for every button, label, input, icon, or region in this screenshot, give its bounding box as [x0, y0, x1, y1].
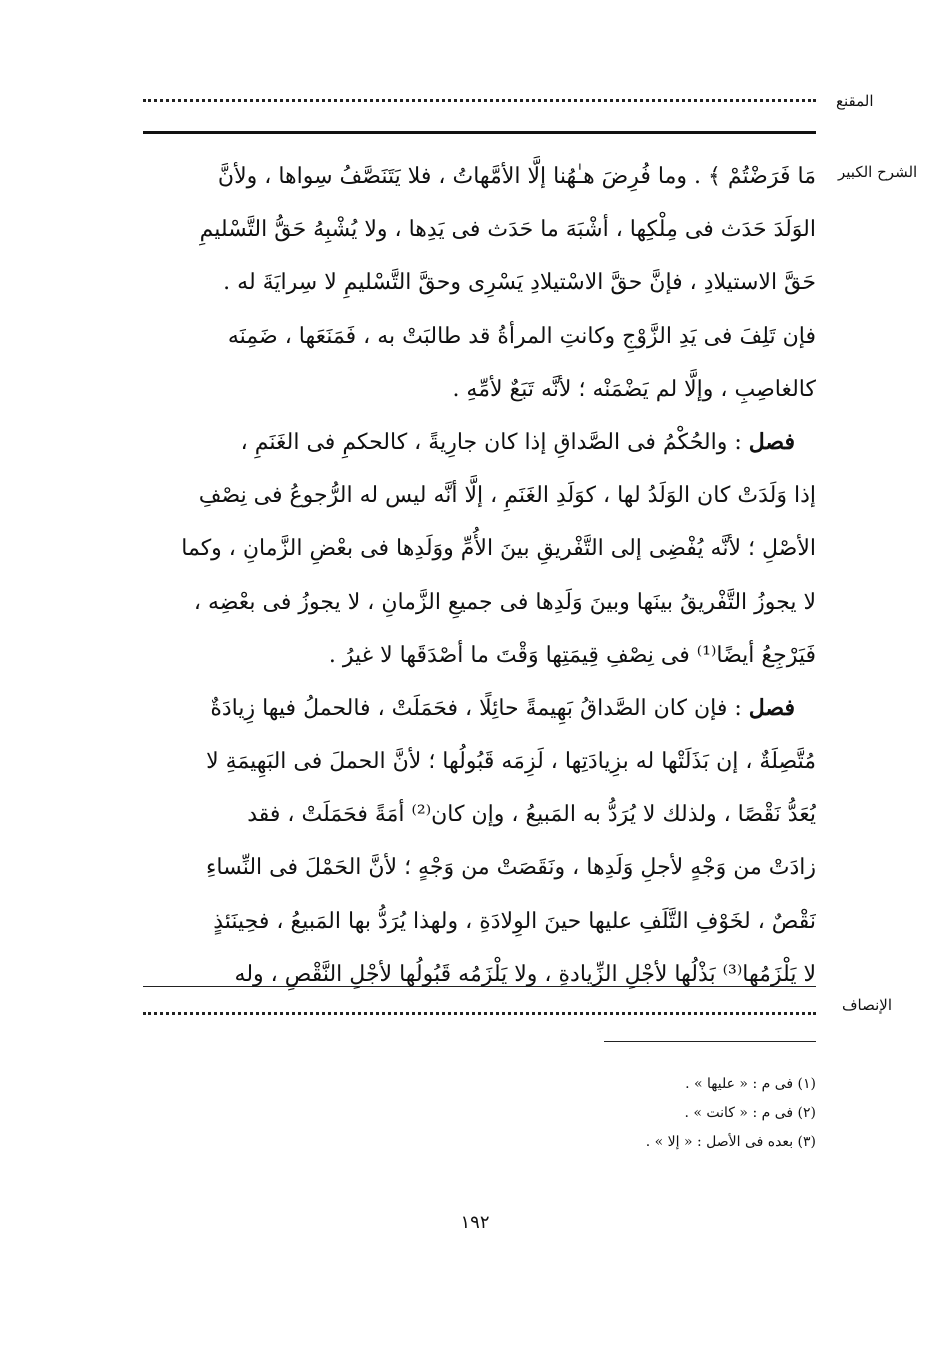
header-solid-rule: [143, 131, 816, 134]
text-line: يُعَدُّ نَقْصًا ، ولذلك لا يُرَدُّ به المَبيعُ ، وإن كان⁽²⁾ أمَةً فحَمَلَتْ ، فقد: [247, 802, 816, 828]
footnotes: [520, 1070, 816, 1157]
text-line-rest: : والحُكْمُ فى الصَّداقِ إذا كان جارِيةً ، كالحكمِ فى الغَنَمِ ،: [240, 429, 749, 455]
text-line: لا يجوزُ التَّفْريقُ بينَها وبينَ وَلَدِها فى جميعِ الزَّمانِ ، لا يجوزُ فى بعْضِه ،: [193, 589, 816, 615]
text-line: الوَلَدَ حَدَث فى مِلْكِها ، أشْبَهَ ما حَدَث فى يَدِها ، ولا يُشْبِهُ حَقُّ التَّسْليمِ: [199, 217, 816, 243]
commentary-margin-label: الشرح الكبير: [838, 163, 918, 181]
text-line: الأصْلِ ؛ لأنَّه يُفْضِى إلى التَّفْريقِ بينَ الأُمِّ ووَلَدِها فى بعْضِ الزَّمانِ ، وكما: [181, 536, 816, 562]
text-line: مُتَّصِلَةٌ ، إن بَذَلَتْها له بزِيادَتِها ، لَزِمَه قَبُولُها ؛ لأنَّ الحملَ فى البَهِيمَةِ لا: [206, 749, 816, 775]
text-line: لا يَلْزَمُها⁽³⁾ بَذْلُها لأجْلِ الزِّيادةِ ، ولا يَلْزَمُه قَبُولُها لأجْلِ النَّقْصِ ، وله: [234, 961, 816, 987]
header-dotted-rule: [143, 99, 816, 102]
text-line: حَقَّ الاستيلادِ ، فإنَّ حقَّ الاسْتيلادِ يَسْرِى وحقَّ التَّسْليمِ لا سِرايَةَ له .: [223, 270, 816, 296]
lower-solid-rule: [143, 986, 816, 987]
lower-dotted-rule: [143, 1012, 816, 1015]
section-first-line: [140, 416, 816, 469]
running-title: المقنع: [836, 92, 874, 110]
footnote: (٣) بعده فى الأصل : « إلا » .: [645, 1134, 816, 1150]
text-line: فَيَرْجِعُ أيضًا⁽¹⁾ فى نِصْفِ قِيمَتِها وَقْتَ ما أصْدَقَها لا غيرُ .: [328, 642, 816, 668]
section-keyword: فصل: [748, 694, 796, 721]
text-line: فإن تَلِفَ فى يَدِ الزَّوْجِ وكانتِ المرأةُ قد طالبَتْ به ، فَمَنَعَها ، ضَمِنَه: [227, 323, 816, 349]
footnote-separator: [604, 1041, 816, 1042]
text-line: نَقْصٌ ، لخَوْفِ التَّلَفِ عليها حينَ الوِلادَةِ ، ولهذا يُرَدُّ بها المَبيعُ ، فحِينَئذٍ: [213, 908, 816, 934]
section-first-line: [140, 682, 816, 735]
text-line: كالغاصِبِ ، وإلَّا لم يَضْمَنْه ؛ لأنَّه تَبَعٌ لأمِّهِ .: [452, 376, 816, 402]
section-keyword: فصل: [748, 428, 796, 455]
text-line: مَا فَرَضْتُمْ ﴾ . وما فُرِضَ هـٰهُنا إلَّا الأمَّهاتُ ، فلا يَتَنَصَّفُ سِواها ، ولأنَّ: [217, 164, 816, 189]
text-line: إذا وَلَدَتْ كان الوَلَدُ لها ، كوَلَدِ الغَنَمِ ، إلَّا أنَّه ليس له الرُّجوعُ فى نِصْفِ: [198, 483, 816, 509]
main-text: [140, 150, 816, 1001]
footnote: (١) فى م : « عليها » .: [685, 1076, 816, 1092]
page-number: ١٩٢: [460, 1212, 490, 1233]
text-line-rest: : فإن كان الصَّداقُ بَهِيمةً حائِلًا ، فحَمَلَتْ ، فالحملُ فيها زِيادَةٌ: [210, 695, 749, 721]
footnote: (٢) فى م : « كانت » .: [684, 1105, 816, 1121]
insaf-margin-label: الإنصاف: [842, 996, 893, 1014]
text-line: زادَتْ من وَجْهٍ لأجلِ وَلَدِها ، ونَقَصَتْ من وَجْهٍ ؛ لأنَّ الحَمْلَ فى النِّساءِ: [206, 855, 816, 881]
